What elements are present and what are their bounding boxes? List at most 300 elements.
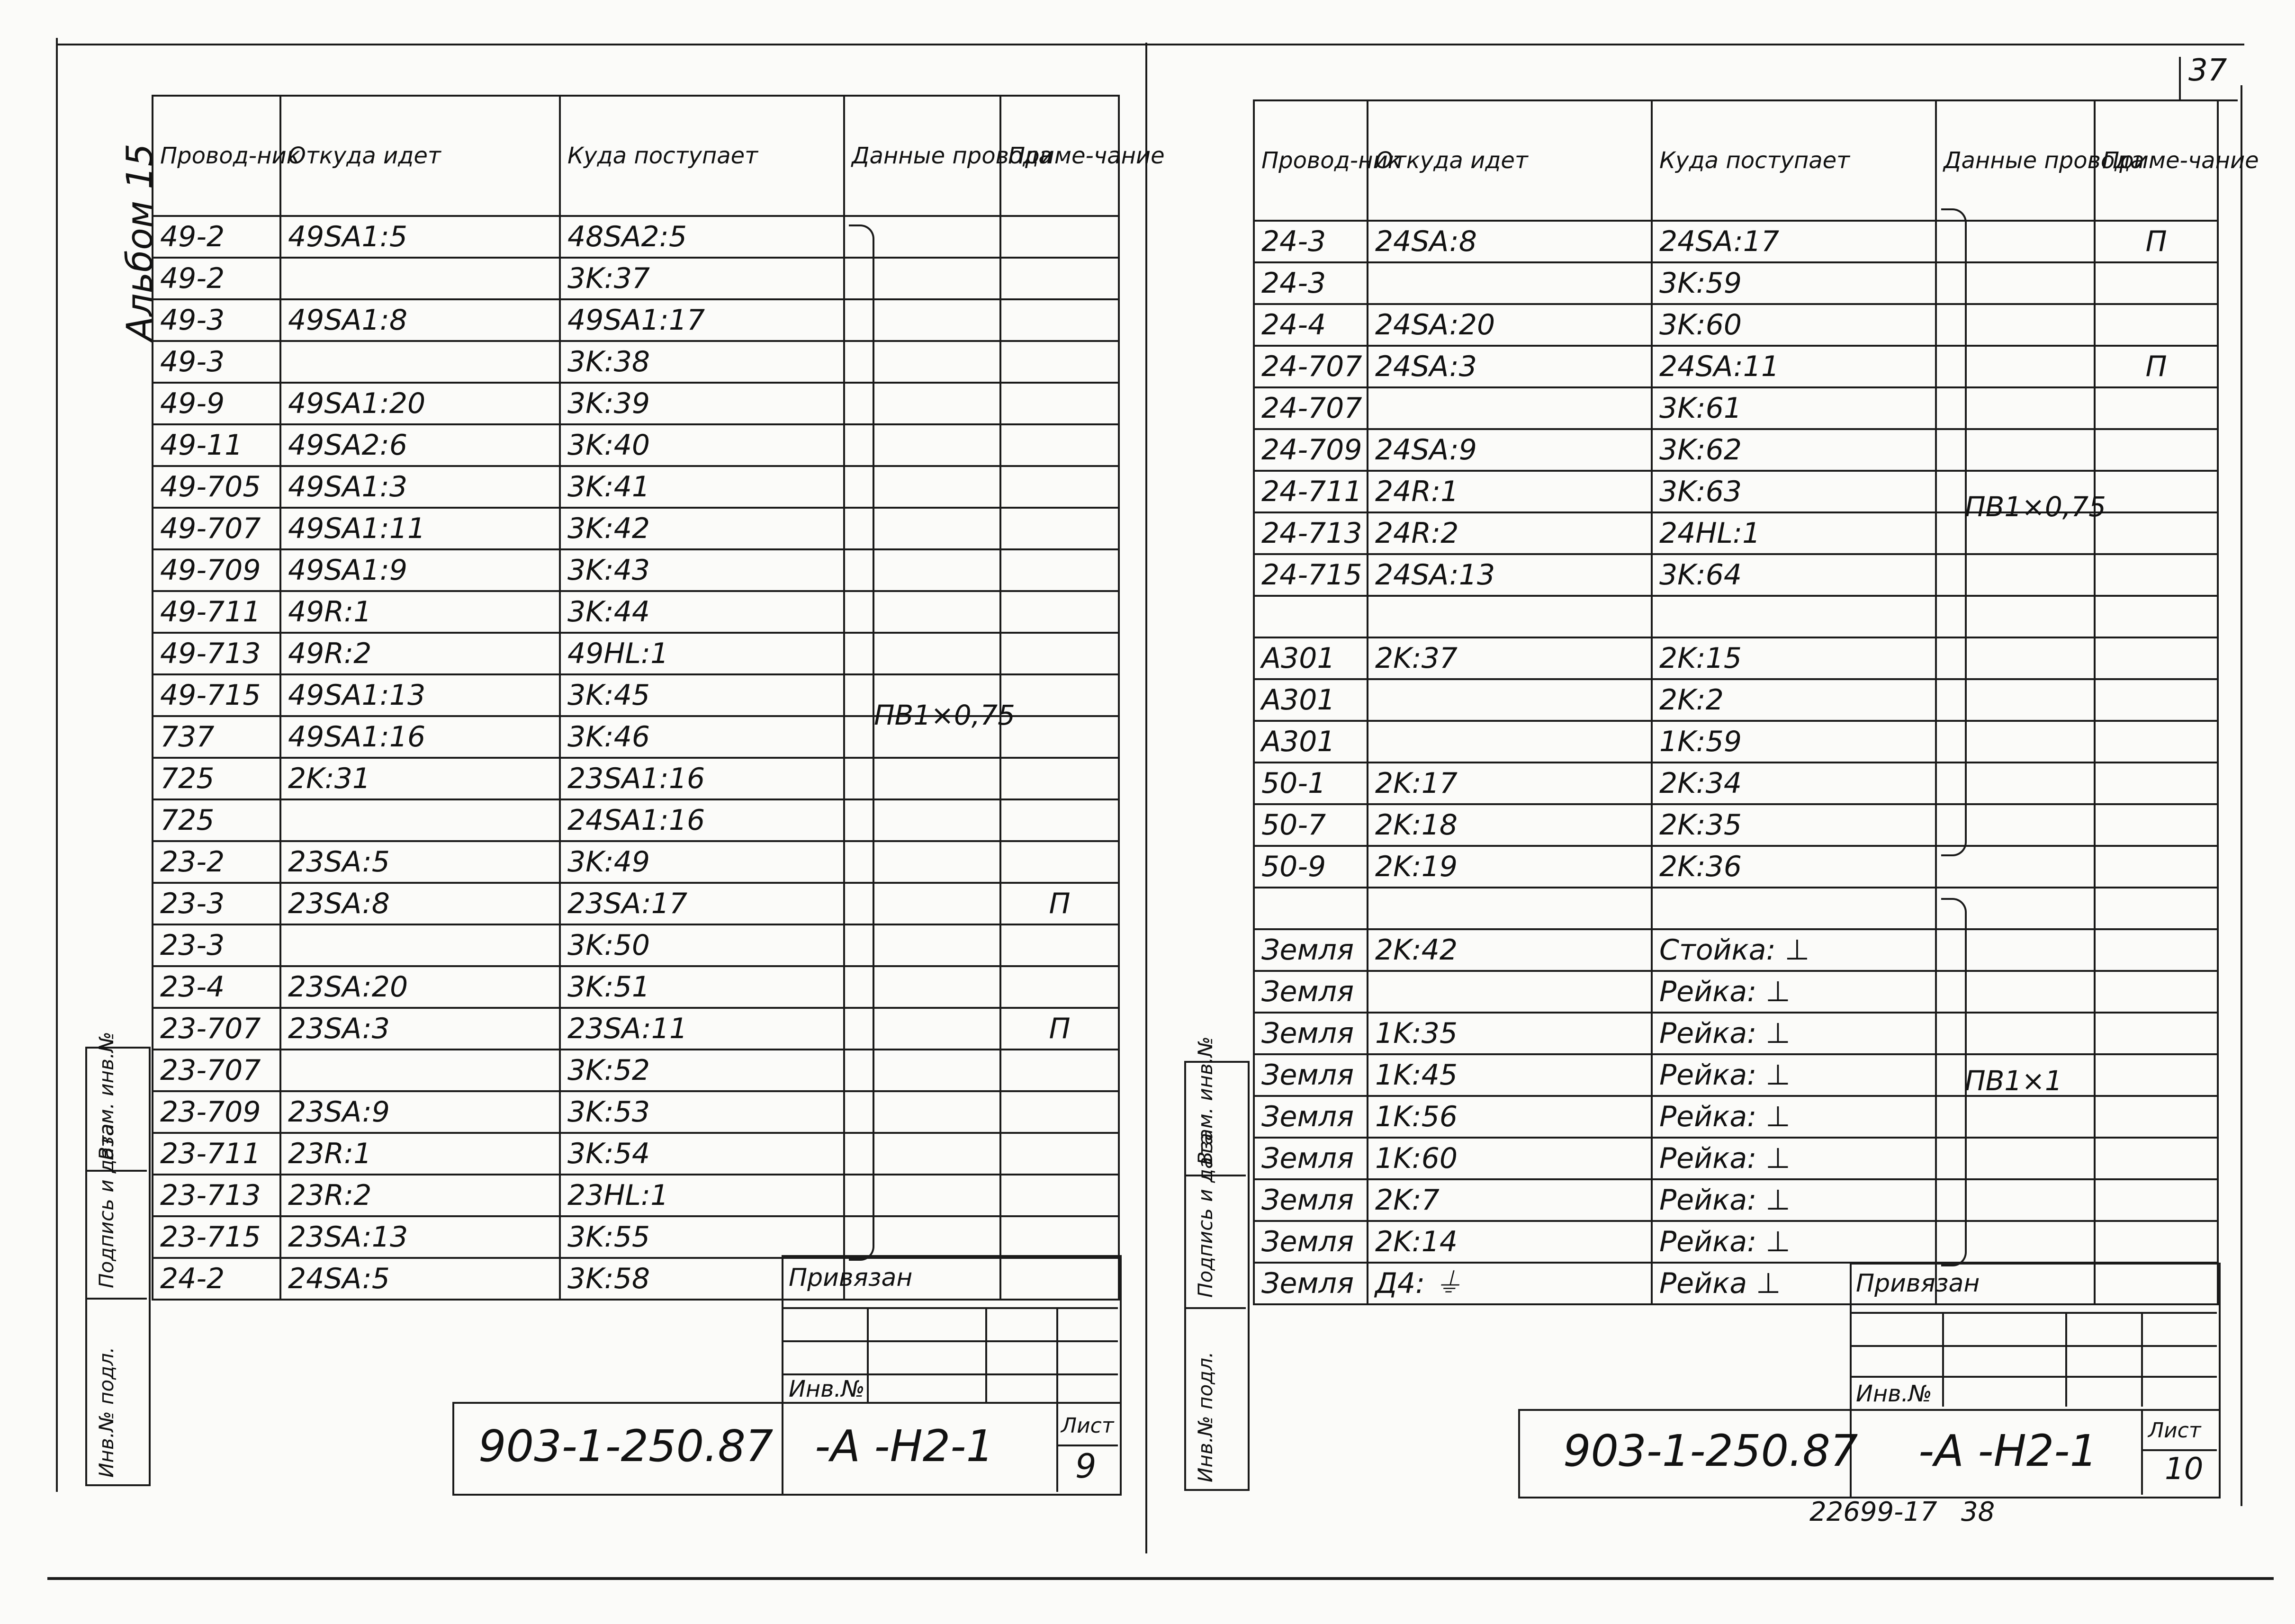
left-tb-col <box>985 1307 987 1402</box>
cell-wire: Земля <box>1254 971 1368 1013</box>
left-wire-data: ПВ1×0,75 <box>874 699 1016 731</box>
right-tb-col <box>1942 1312 1944 1407</box>
cell-from: 24SA:13 <box>1368 554 1652 596</box>
cell-wire: 23-707 <box>153 1008 280 1050</box>
table-row <box>1254 596 2218 637</box>
right-sheet-label: Лист <box>2148 1418 2201 1443</box>
cell-wire: 725 <box>153 758 280 799</box>
left-doc-code: 903-1-250.87 <box>478 1421 774 1471</box>
cell-to: 2K:36 <box>1652 846 1936 888</box>
right-sheet-number: 10 <box>2165 1452 2204 1487</box>
table-row <box>153 549 1119 591</box>
cell-from: 2K:14 <box>1368 1221 1652 1263</box>
left-stamp-div <box>85 1298 147 1300</box>
cell-note <box>2095 804 2218 846</box>
corner-page-number: 37 <box>2188 53 2227 88</box>
cell-wire: 49-709 <box>153 549 280 591</box>
left-tb-line <box>782 1307 1118 1309</box>
cell-wire: Земля <box>1254 1179 1368 1221</box>
right-wire-data-2: ПВ1×1 <box>1965 1065 2062 1097</box>
table-row <box>153 591 1119 633</box>
cell-wire: Земля <box>1254 929 1368 971</box>
cell-from: 24SA:20 <box>1368 304 1652 346</box>
cell-to: 3K:51 <box>560 966 844 1008</box>
album-label: Альбом 15 <box>118 144 161 341</box>
table-row <box>1254 304 2218 346</box>
cell-note <box>2095 429 2218 471</box>
cell-to: 2K:15 <box>1652 637 1936 679</box>
cell-note <box>1000 1050 1119 1091</box>
table-row <box>153 299 1119 341</box>
left-stamp-title: Привязан <box>789 1264 913 1292</box>
cell-note <box>2095 512 2218 554</box>
cell-to: Рейка: ⊥ <box>1652 1221 1936 1263</box>
cell-wire: 49-713 <box>153 633 280 674</box>
left-doc-mark: -А -Н2-1 <box>815 1421 994 1471</box>
cell-wire: A301 <box>1254 679 1368 721</box>
cell-from: 49SA1:3 <box>280 466 560 508</box>
cell-wire: 23-2 <box>153 841 280 883</box>
left-sheet-label: Лист <box>1061 1414 1114 1438</box>
cell-note <box>1000 508 1119 549</box>
table-row <box>1254 387 2218 429</box>
cell-note <box>2095 387 2218 429</box>
table-row <box>1254 1013 2218 1054</box>
cell-wire: 24-4 <box>1254 304 1368 346</box>
col-wire: Провод-ник <box>1254 100 1368 221</box>
col-note: Приме-чание <box>1000 96 1119 216</box>
cell-from: 49SA1:20 <box>280 383 560 424</box>
cell-wire: 50-7 <box>1254 804 1368 846</box>
cell-note <box>1000 841 1119 883</box>
right-wire-brace-1 <box>1941 208 1967 856</box>
left-stamp-replace: Взам. инв.№ <box>95 1032 118 1160</box>
cell-note <box>1000 1091 1119 1133</box>
cell-note <box>2095 888 2218 929</box>
table-row <box>1254 262 2218 304</box>
table-row <box>1254 1179 2218 1221</box>
cell-to: Рейка: ⊥ <box>1652 1013 1936 1054</box>
cell-wire: 23-715 <box>153 1216 280 1258</box>
cell-note <box>2095 304 2218 346</box>
cell-to: 23SA1:16 <box>560 758 844 799</box>
cell-wire: 24-711 <box>1254 471 1368 512</box>
cell-note <box>1000 299 1119 341</box>
cell-wire: 24-3 <box>1254 221 1368 262</box>
cell-to: 23SA:17 <box>560 883 844 924</box>
cell-note <box>1000 716 1119 758</box>
table-row <box>153 1008 1119 1050</box>
table-row <box>153 758 1119 799</box>
cell-from: 49R:2 <box>280 633 560 674</box>
cell-from: 2K:42 <box>1368 929 1652 971</box>
cell-to: 49HL:1 <box>560 633 844 674</box>
cell-to: 1K:59 <box>1652 721 1936 763</box>
table-row <box>1254 721 2218 763</box>
cell-note <box>1000 383 1119 424</box>
cell-wire: Земля <box>1254 1263 1368 1304</box>
cell-from: 24SA:5 <box>280 1258 560 1300</box>
right-stamp-sign: Подпись и дата <box>1194 1133 1217 1298</box>
cell-to: 24SA1:16 <box>560 799 844 841</box>
cell-from: 49SA1:13 <box>280 674 560 716</box>
cell-note <box>2095 763 2218 804</box>
cell-from <box>1368 721 1652 763</box>
cell-from: 24SA:9 <box>1368 429 1652 471</box>
table-row <box>153 1175 1119 1216</box>
cell-to: Рейка: ⊥ <box>1652 971 1936 1013</box>
table-row <box>153 216 1119 258</box>
cell-to: Стойка: ⊥ <box>1652 929 1936 971</box>
cell-to: 3K:37 <box>560 258 844 299</box>
cell-wire: 24-709 <box>1254 429 1368 471</box>
cell-to: 3K:40 <box>560 424 844 466</box>
table-row <box>1254 429 2218 471</box>
cell-from: 2K:7 <box>1368 1179 1652 1221</box>
left-wire-table <box>152 95 1165 1301</box>
cell-wire: 24-707 <box>1254 387 1368 429</box>
cell-wire: 49-3 <box>153 341 280 383</box>
cell-from: 23R:2 <box>280 1175 560 1216</box>
cell-note <box>1000 674 1119 716</box>
cell-from: 23SA:3 <box>280 1008 560 1050</box>
table-row <box>153 383 1119 424</box>
table-row <box>153 924 1119 966</box>
bottom-archive-code: 22699-17 <box>1809 1497 1937 1527</box>
cell-note <box>1000 758 1119 799</box>
cell-wire: 50-9 <box>1254 846 1368 888</box>
col-from: Откуда идет <box>1368 100 1652 221</box>
cell-to: 3K:44 <box>560 591 844 633</box>
cell-to: 48SA2:5 <box>560 216 844 258</box>
left-inv-label: Инв.№ <box>789 1376 865 1402</box>
table-row <box>153 341 1119 383</box>
right-inv-label: Инв.№ <box>1856 1381 1932 1407</box>
cell-from: 23SA:9 <box>280 1091 560 1133</box>
cell-wire: 24-707 <box>1254 346 1368 387</box>
table-row <box>153 883 1119 924</box>
table-row <box>153 258 1119 299</box>
cell-from: 2K:18 <box>1368 804 1652 846</box>
table-row <box>1254 679 2218 721</box>
right-tb-line <box>1850 1312 2217 1314</box>
cell-wire: 49-2 <box>153 216 280 258</box>
table-row <box>1254 554 2218 596</box>
right-stamp-inv: Инв.№ подл. <box>1194 1351 1217 1482</box>
cell-wire: 23-707 <box>153 1050 280 1091</box>
cell-note <box>2095 846 2218 888</box>
cell-wire: 49-715 <box>153 674 280 716</box>
bottom-edge <box>47 1577 2274 1580</box>
cell-from: 49SA1:9 <box>280 549 560 591</box>
cell-note <box>2095 721 2218 763</box>
cell-from: Д4: ⏚ <box>1368 1263 1652 1304</box>
cell-note <box>2095 971 2218 1013</box>
table-row <box>153 466 1119 508</box>
table-row <box>153 633 1119 674</box>
right-sheet-edge <box>2241 85 2242 1506</box>
cell-from: 49SA1:5 <box>280 216 560 258</box>
cell-from <box>280 341 560 383</box>
cell-to: 49SA1:17 <box>560 299 844 341</box>
cell-to: Рейка: ⊥ <box>1652 1054 1936 1096</box>
left-tb-line <box>782 1373 1118 1375</box>
cell-wire: 725 <box>153 799 280 841</box>
cell-note <box>2095 1096 2218 1138</box>
cell-to: 3K:46 <box>560 716 844 758</box>
cell-to: 3K:41 <box>560 466 844 508</box>
cell-to <box>1652 596 1936 637</box>
cell-note <box>1000 924 1119 966</box>
bottom-archive-number: 38 <box>1961 1497 1995 1527</box>
cell-from: 24SA:8 <box>1368 221 1652 262</box>
cell-note <box>2095 929 2218 971</box>
right-header-row <box>1254 100 2218 221</box>
cell-from <box>280 258 560 299</box>
left-stamp-inv: Инв.№ подл. <box>95 1346 118 1478</box>
cell-to: 3K:45 <box>560 674 844 716</box>
cell-to <box>1652 888 1936 929</box>
cell-from: 23R:1 <box>280 1133 560 1175</box>
right-sheet-line <box>2141 1449 2217 1451</box>
cell-to: 3K:61 <box>1652 387 1936 429</box>
cell-to: 2K:2 <box>1652 679 1936 721</box>
cell-from: 24SA:3 <box>1368 346 1652 387</box>
cell-to: 3K:63 <box>1652 471 1936 512</box>
cell-wire: 49-707 <box>153 508 280 549</box>
cell-to: 3K:52 <box>560 1050 844 1091</box>
cell-to: 3K:59 <box>1652 262 1936 304</box>
cell-from: 1K:60 <box>1368 1138 1652 1179</box>
cell-to: 3K:42 <box>560 508 844 549</box>
cell-to: 3K:62 <box>1652 429 1936 471</box>
right-wire-data-1: ПВ1×0,75 <box>1965 491 2106 523</box>
left-tb-col <box>1056 1307 1058 1402</box>
cell-to: 3K:50 <box>560 924 844 966</box>
right-stamp-title: Привязан <box>1856 1269 1980 1298</box>
table-row <box>153 841 1119 883</box>
cell-wire: A301 <box>1254 721 1368 763</box>
table-row <box>1254 1096 2218 1138</box>
cell-note <box>1000 633 1119 674</box>
cell-to: 3K:55 <box>560 1216 844 1258</box>
cell-note <box>1000 466 1119 508</box>
cell-wire: 49-3 <box>153 299 280 341</box>
cell-wire <box>1254 596 1368 637</box>
cell-from: 2K:31 <box>280 758 560 799</box>
cell-wire: Земля <box>1254 1221 1368 1263</box>
cell-wire: 49-705 <box>153 466 280 508</box>
cell-wire: 23-3 <box>153 924 280 966</box>
cell-wire: 24-2 <box>153 1258 280 1300</box>
cell-from: 1K:56 <box>1368 1096 1652 1138</box>
right-wire-table <box>1253 99 2259 1305</box>
table-row <box>1254 221 2218 262</box>
left-stamp-sign: Подпись и дата <box>95 1123 118 1288</box>
col-to: Куда поступает <box>560 96 844 216</box>
cell-note <box>2095 262 2218 304</box>
cell-note <box>1000 799 1119 841</box>
cell-to: Рейка: ⊥ <box>1652 1138 1936 1179</box>
table-row <box>153 1050 1119 1091</box>
cell-note <box>1000 1133 1119 1175</box>
right-stamp-replace: Взам. инв.№ <box>1194 1036 1217 1165</box>
cell-wire: 24-713 <box>1254 512 1368 554</box>
cell-note <box>2095 596 2218 637</box>
cell-wire: Земля <box>1254 1096 1368 1138</box>
cell-note <box>1000 258 1119 299</box>
right-tb-line <box>1850 1376 2217 1378</box>
table-row <box>1254 804 2218 846</box>
left-wire-brace <box>849 224 874 1261</box>
cell-from: 49R:1 <box>280 591 560 633</box>
cell-from <box>1368 262 1652 304</box>
cell-to: 24SA:11 <box>1652 346 1936 387</box>
cell-from: 23SA:5 <box>280 841 560 883</box>
cell-to: 23HL:1 <box>560 1175 844 1216</box>
cell-to: 3K:38 <box>560 341 844 383</box>
cell-from <box>1368 888 1652 929</box>
table-row <box>1254 971 2218 1013</box>
table-row <box>153 508 1119 549</box>
cell-wire: 23-3 <box>153 883 280 924</box>
table-row <box>153 424 1119 466</box>
col-from: Откуда идет <box>280 96 560 216</box>
col-wire: Провод-ник <box>153 96 280 216</box>
table-row <box>153 1091 1119 1133</box>
cell-from: 1K:35 <box>1368 1013 1652 1054</box>
right-stamp-div <box>1184 1307 1246 1309</box>
cell-from: 49SA2:6 <box>280 424 560 466</box>
right-tb-line <box>1850 1345 2217 1347</box>
cell-from: 49SA1:16 <box>280 716 560 758</box>
center-divider <box>1145 43 1147 1553</box>
col-note: Приме-чание <box>2095 100 2218 221</box>
cell-wire: 23-713 <box>153 1175 280 1216</box>
cell-from: 2K:17 <box>1368 763 1652 804</box>
cell-from <box>1368 679 1652 721</box>
table-row <box>153 966 1119 1008</box>
right-tb-col <box>2141 1312 2143 1407</box>
cell-note <box>1000 424 1119 466</box>
cell-to: 24SA:17 <box>1652 221 1936 262</box>
right-doc-mark: -А -Н2-1 <box>1918 1426 2098 1476</box>
cell-to: Рейка: ⊥ <box>1652 1179 1936 1221</box>
cell-note <box>2095 1221 2218 1263</box>
cell-note: П <box>1000 1008 1119 1050</box>
cell-wire: 49-11 <box>153 424 280 466</box>
cell-from: 23SA:13 <box>280 1216 560 1258</box>
cell-note <box>1000 341 1119 383</box>
cell-note <box>2095 1138 2218 1179</box>
table-row <box>153 1216 1119 1258</box>
cell-from: 49SA1:11 <box>280 508 560 549</box>
cell-wire: Земля <box>1254 1138 1368 1179</box>
left-header-row <box>153 96 1119 216</box>
cell-from <box>1368 971 1652 1013</box>
cell-note <box>2095 679 2218 721</box>
cell-wire: 49-9 <box>153 383 280 424</box>
cell-wire: Земля <box>1254 1013 1368 1054</box>
col-wire-data: Данные провода <box>844 96 1000 216</box>
cell-note <box>2095 1054 2218 1096</box>
table-row <box>1254 846 2218 888</box>
cell-from <box>1368 596 1652 637</box>
col-to: Куда поступает <box>1652 100 1936 221</box>
right-wire-brace-2 <box>1941 898 1967 1266</box>
cell-to: 2K:35 <box>1652 804 1936 846</box>
cell-to: 2K:34 <box>1652 763 1936 804</box>
cell-note <box>1000 966 1119 1008</box>
cell-note: П <box>2095 346 2218 387</box>
cell-wire: 49-711 <box>153 591 280 633</box>
cell-to: 24HL:1 <box>1652 512 1936 554</box>
cell-wire: A301 <box>1254 637 1368 679</box>
table-row <box>1254 1138 2218 1179</box>
cell-from: 24R:1 <box>1368 471 1652 512</box>
cell-note <box>1000 591 1119 633</box>
table-row <box>1254 1221 2218 1263</box>
cell-note <box>2095 1013 2218 1054</box>
table-row <box>1254 888 2218 929</box>
cell-note <box>1000 549 1119 591</box>
cell-to: Рейка ⊥ <box>1652 1263 1936 1304</box>
cell-note: П <box>1000 883 1119 924</box>
cell-to: 3K:60 <box>1652 304 1936 346</box>
cell-note <box>1000 1216 1119 1258</box>
cell-note <box>1000 1175 1119 1216</box>
left-tb-col <box>867 1307 869 1402</box>
table-row <box>1254 346 2218 387</box>
cell-from: 23SA:20 <box>280 966 560 1008</box>
right-tb-col <box>2065 1312 2067 1407</box>
cell-wire: 24-3 <box>1254 262 1368 304</box>
table-row <box>1254 763 2218 804</box>
left-sheet-col <box>1056 1402 1058 1492</box>
top-edge <box>56 44 2244 45</box>
left-tb-line <box>782 1340 1118 1342</box>
right-doc-code: 903-1-250.87 <box>1563 1426 1858 1476</box>
cell-wire: Земля <box>1254 1054 1368 1096</box>
cell-note: П <box>2095 221 2218 262</box>
cell-from <box>1368 387 1652 429</box>
cell-to: 3K:54 <box>560 1133 844 1175</box>
table-row <box>1254 929 2218 971</box>
right-sheet-col <box>2141 1409 2143 1495</box>
cell-to: 23SA:11 <box>560 1008 844 1050</box>
cell-note <box>2095 637 2218 679</box>
cell-from: 2K:37 <box>1368 637 1652 679</box>
cell-from: 49SA1:8 <box>280 299 560 341</box>
cell-note <box>2095 471 2218 512</box>
cell-to: 3K:49 <box>560 841 844 883</box>
cell-wire <box>1254 888 1368 929</box>
cell-to: 3K:39 <box>560 383 844 424</box>
left-sheet-line <box>1056 1445 1118 1446</box>
table-row <box>1254 637 2218 679</box>
table-row <box>153 799 1119 841</box>
cell-wire: 50-1 <box>1254 763 1368 804</box>
table-row <box>153 1133 1119 1175</box>
cell-from <box>280 924 560 966</box>
cell-wire: 23-711 <box>153 1133 280 1175</box>
cell-wire: 737 <box>153 716 280 758</box>
cell-to: 3K:64 <box>1652 554 1936 596</box>
cell-from: 1K:45 <box>1368 1054 1652 1096</box>
cell-note <box>2095 554 2218 596</box>
cell-from <box>280 1050 560 1091</box>
cell-to: 3K:58 <box>560 1258 844 1300</box>
